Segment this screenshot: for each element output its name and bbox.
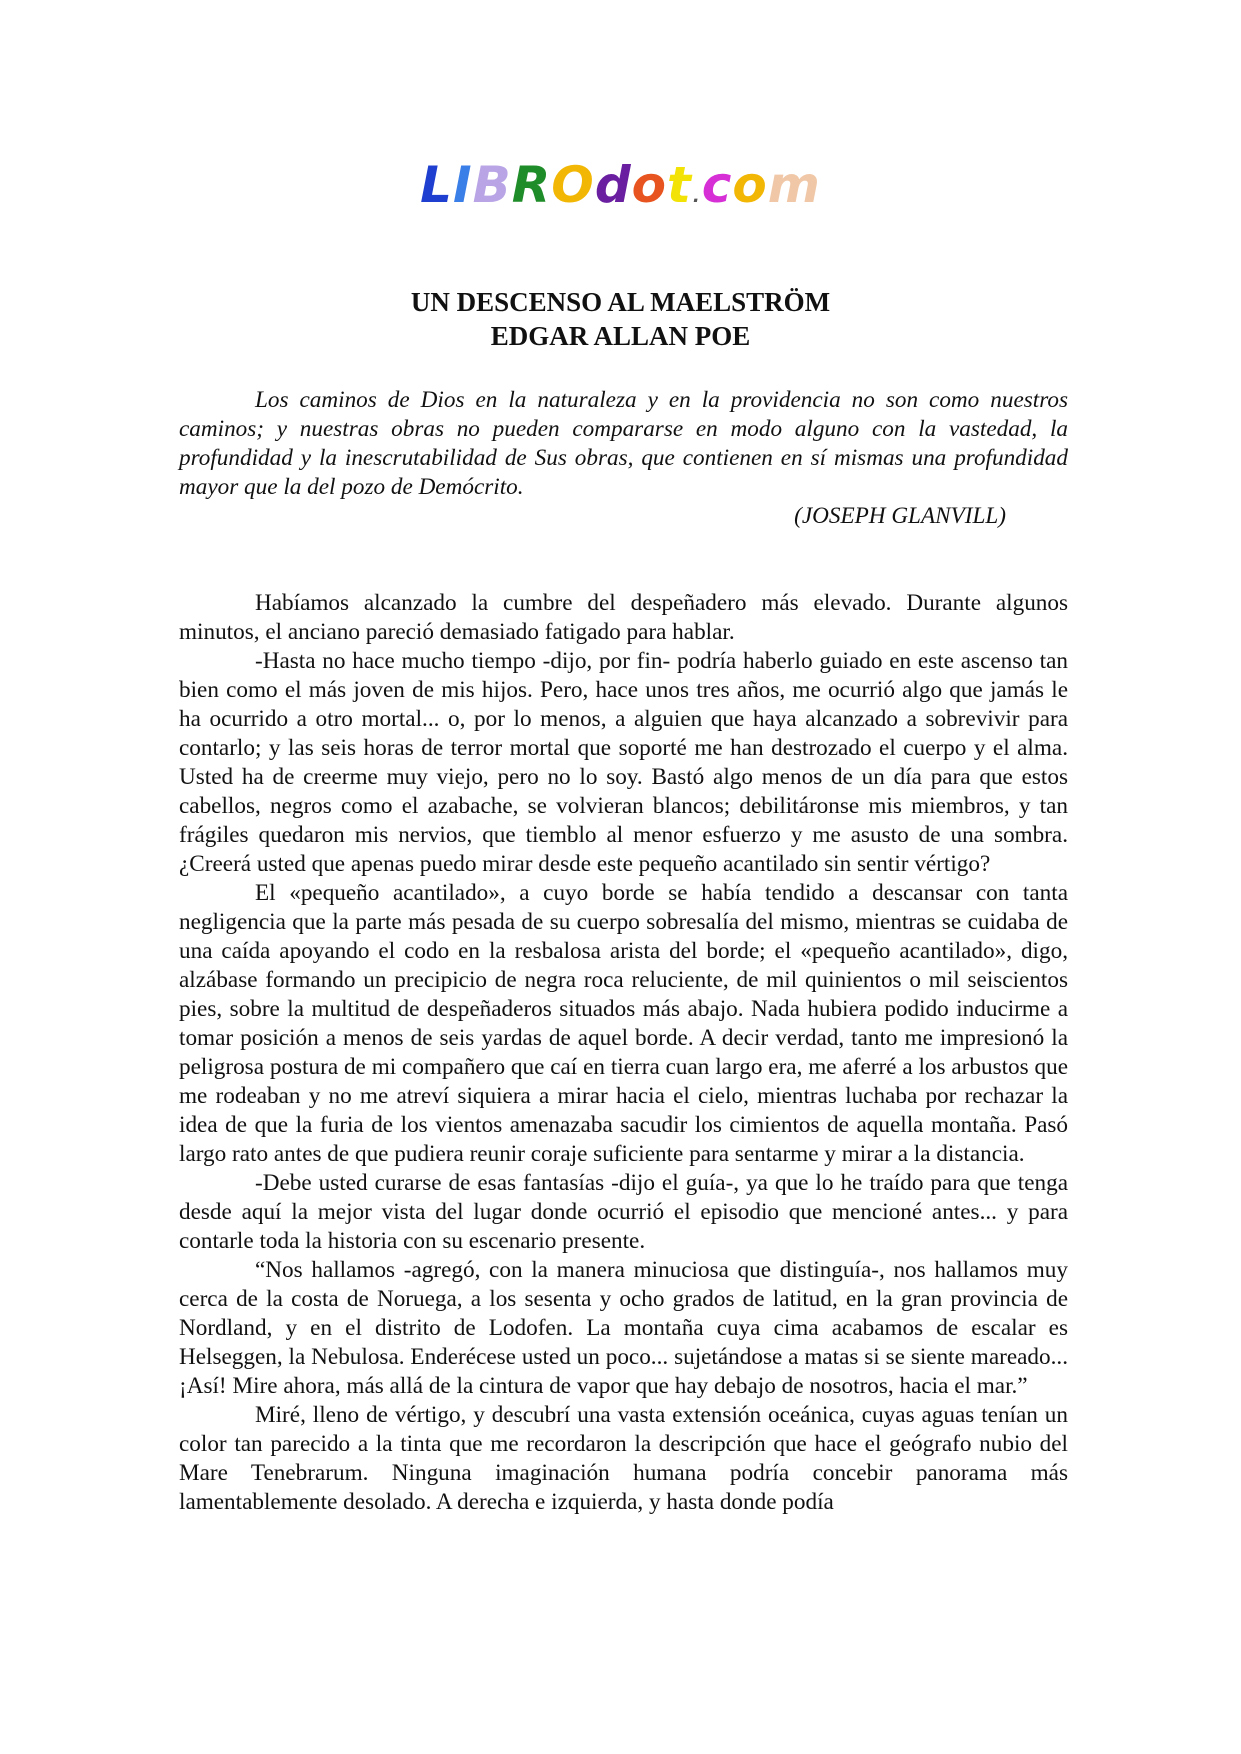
paragraph: -Debe usted curarse de esas fantasías -dijo el guía-, ya que lo he traído para que tenga desde aquí la mejor vista del lugar donde ocurrió el episodio que mencioné antes... y para contarle toda la historia con su escenario presente. — [179, 1170, 1068, 1254]
logo-letter: B — [472, 156, 512, 214]
epigraph — [179, 386, 1068, 531]
logo-letter: o — [631, 156, 667, 214]
epigraph-attribution: (JOSEPH GLANVILL) — [794, 503, 1006, 529]
logo-letter: R — [511, 156, 552, 214]
logo-letter: I — [453, 156, 473, 214]
logo-letter: L — [420, 156, 454, 214]
story-author: EDGAR ALLAN POE — [490, 321, 751, 351]
logo-letter: d — [594, 156, 632, 214]
epigraph-quote: Los caminos de Dios en la naturaleza y en la providencia no son como nuestros caminos; y nuestras obras no pueden compararse en modo alguno con la vastedad, la profundidad y la inescrutabilidad de Sus obras, que contienen en sí mismas una profundidad mayor que la del pozo de Demócrito. — [179, 387, 1068, 500]
title-block — [0, 285, 1241, 353]
paragraph: Miré, lleno de vértigo, y descubrí una vasta extensión oceánica, cuyas aguas tenían un color tan parecido a la tinta que me recordaron la descripción que hace el geógrafo nubio del Mare Tenebrarum. Ninguna imaginación humana podría concebir panorama más lamentablemente desolado. A derecha e izquierda, y hasta donde podía — [179, 1402, 1068, 1515]
librodot-logo — [0, 150, 1241, 232]
logo-letter: o — [732, 156, 768, 214]
story-title: UN DESCENSO AL MAELSTRÖM — [410, 287, 831, 317]
story-body — [179, 589, 1068, 1517]
paragraph: “Nos hallamos -agregó, con la manera minuciosa que distinguía-, nos hallamos muy cerca de la costa de Noruega, a los sesenta y ocho grados de latitud, en la gran provincia de Nordland, y en el distrito de Lodofen. La montaña cuya cima acabamos de escalar es Helseggen, la Nebulosa. Enderécese usted un poco... sujetándose a matas si se siente mareado... ¡Así! Mire ahora, más allá de la cintura de vapor que hay debajo de nosotros, hacia el mar.” — [179, 1257, 1068, 1399]
logo-dot: . — [692, 186, 701, 207]
paragraph: Habíamos alcanzado la cumbre del despeñadero más elevado. Durante algunos minutos, el anciano pareció demasiado fatigado para hablar. — [179, 590, 1068, 645]
logo-letter: c — [701, 156, 733, 214]
logo-letter: m — [767, 156, 821, 214]
paragraph: -Hasta no hace mucho tiempo -dijo, por fin- podría haberlo guiado en este ascenso tan bien como el más joven de mis hijos. Pero, hace unos tres años, me ocurrió algo que jamás le ha ocurrido a otro mortal... o, por lo menos, a alguien que haya alcanzado a sobrevivir para contarlo; y las seis horas de terror mortal que soporté me han destrozado el cuerpo y el alma. Usted ha de creerme muy viejo, pero no lo soy. Bastó algo menos de un día para que estos cabellos, negros como el azabache, se volvieran blancos; debilitáronse mis miembros, y tan frágiles quedaron mis nervios, que tiemblo al menor esfuerzo y me asusto de una sombra. ¿Creerá usted que apenas puedo mirar desde este pequeño acantilado sin sentir vértigo? — [179, 648, 1068, 877]
logo-letter: t — [666, 156, 692, 214]
logo-letter: O — [551, 156, 595, 214]
paragraph: El «pequeño acantilado», a cuyo borde se había tendido a descansar con tanta negligencia que la parte más pesada de su cuerpo sobresalía del mismo, mientras se cuidaba de una caída apoyando el codo en la resbalosa arista del borde; el «pequeño acantilado», digo, alzábase formando un precipicio de negra roca reluciente, de mil quinientos o mil seiscientos pies, sobre la multitud de despeñaderos situados más abajo. Nada hubiera podido inducirme a tomar posición a menos de seis yardas de aquel borde. A decir verdad, tanto me impresionó la peligrosa postura de mi compañero que caí en tierra cuan largo era, me aferré a los arbustos que me rodeaban y no me atreví siquiera a mirar hacia el cielo, mientras luchaba por rechazar la idea de que la furia de los vientos amenazaba sacudir los cimientos de aquella montaña. Pasó largo rato antes de que pudiera reunir coraje suficiente para sentarme y mirar a la distancia. — [179, 880, 1068, 1167]
